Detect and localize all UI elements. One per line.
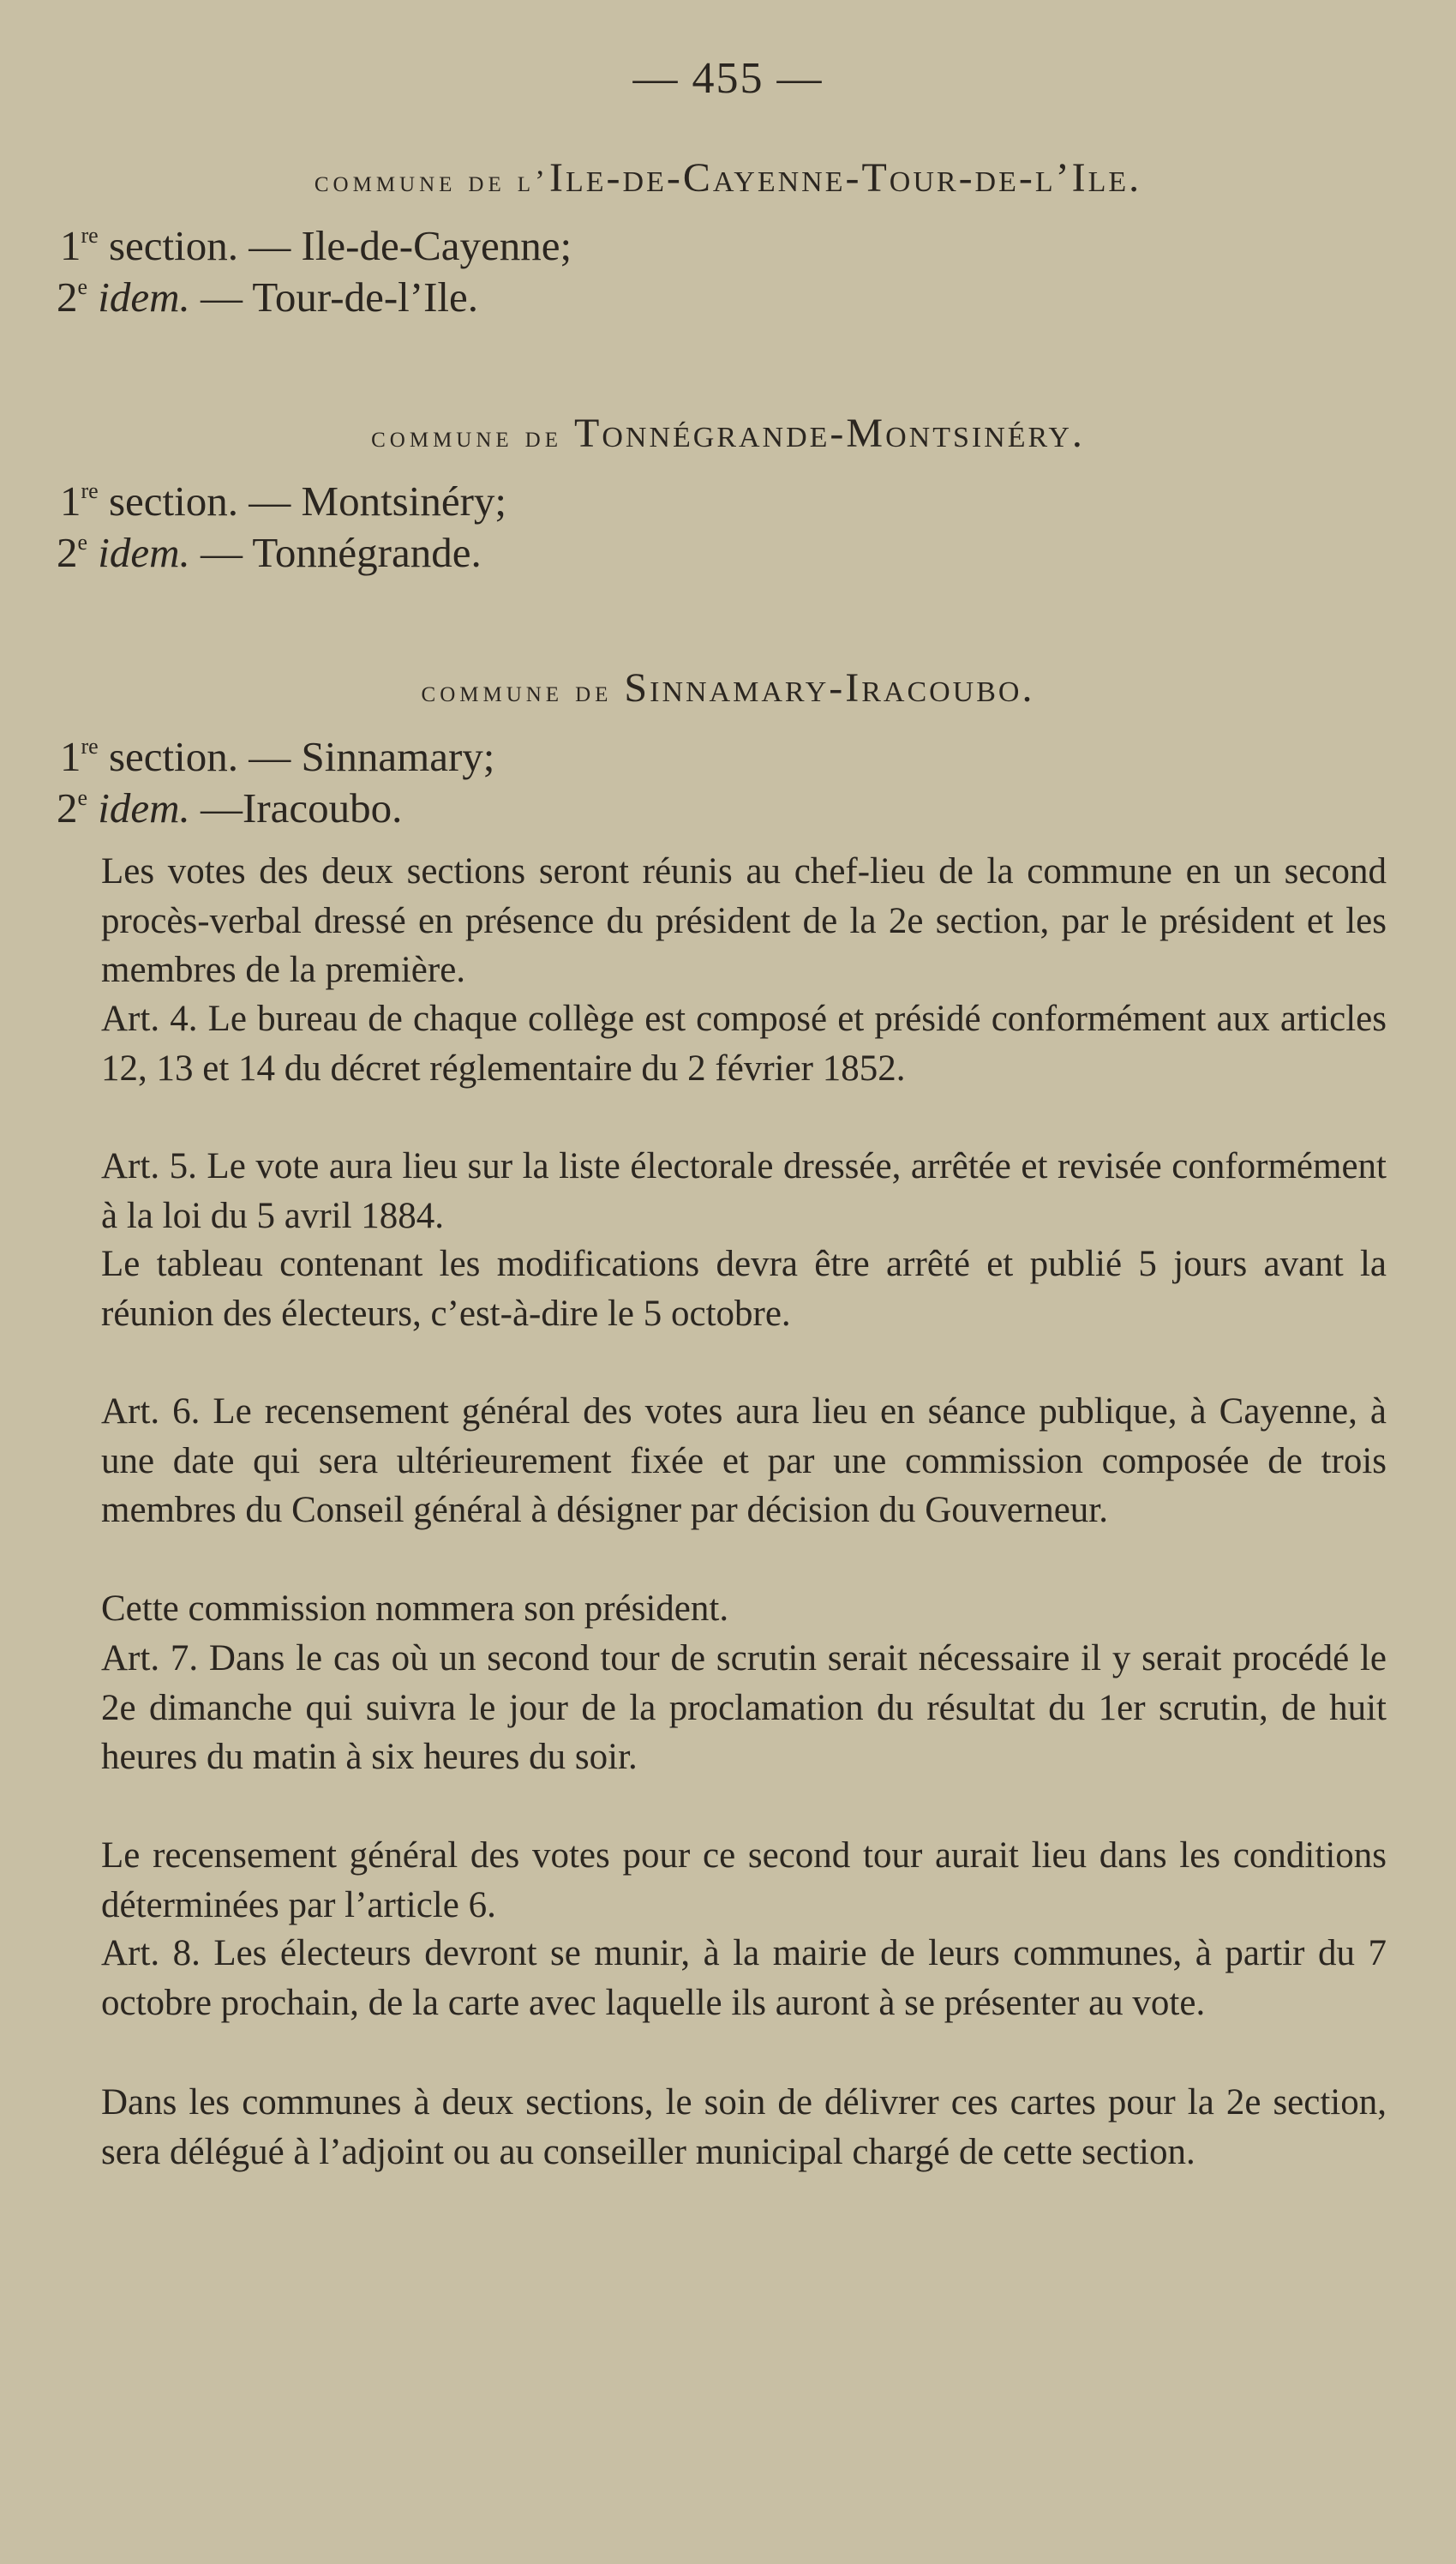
heading-prefix: commune de (371, 419, 575, 453)
paragraph-art-6: Art. 6. Le recensement général des votes aura lieu en séance publique, à Cayenne, à une date qui sera ultérieurement fixée et par une commission composée de trois membres du Conseil général à désigner par décision du Gouverneur. (101, 1391, 1387, 1530)
paragraph-art-8: Art. 8. Les électeurs devront se munir, à la mairie de leurs communes, à partir du 7 octobre prochain, de la carte avec laquelle ils auront à se présenter au vote. (101, 1933, 1387, 2023)
heading-prefix: commune de (421, 674, 625, 708)
paragraph-art-5: Art. 5. Le vote aura lieu sur la liste électorale dressée, arrêtée et revisée conformément à la loi du 5 avril 1884. (101, 1146, 1387, 1236)
heading-name: Ile-de-Cayenne-Tour-de-l’Ile. (549, 155, 1142, 201)
paragraph: Le recensement général des votes pour ce second tour aurait lieu dans les conditions déterminées par l’article 6. (101, 1835, 1387, 1925)
section-line: 2e idem. — Tour-de-l’Ile. (57, 273, 479, 321)
paragraph-art-4: Art. 4. Le bureau de chaque collège est composé et présidé conformément aux articles 12, 13 et 14 du décret réglementaire du 2 février 1852. (101, 999, 1387, 1089)
section-line: 1re section. — Montsinéry; (60, 477, 507, 525)
section-line: 2e idem. — Tonnégrande. (57, 529, 482, 576)
heading-name: Tonnégrande-Montsinéry. (574, 411, 1085, 456)
paragraph: Dans les communes à deux sections, le soin de délivrer ces cartes pour la 2e section, sera délégué à l’adjoint ou au conseiller municipal chargé de cette section. (101, 2082, 1387, 2172)
paragraph-art-7: Art. 7. Dans le cas où un second tour de scrutin serait nécessaire il y serait procédé le 2e dimanche qui suivra le jour de la proclamation du résultat du 1er scrutin, de huit heures du matin à six heures du soir. (101, 1638, 1387, 1777)
section-line: 1re section. — Sinnamary; (60, 733, 495, 780)
heading-prefix: commune de l’ (314, 164, 550, 198)
section-line: 1re section. — Ile-de-Cayenne; (60, 222, 572, 269)
paragraph: Le tableau contenant les modifications devra être arrêté et publié 5 jours avant la réunion des électeurs, c’est-à-dire le 5 octobre. (101, 1244, 1387, 1334)
paragraph: Cette commission nommera son président. (101, 1588, 729, 1629)
commune-heading-tonnegrande (0, 410, 1456, 457)
page-number: — 455 — (632, 54, 824, 103)
commune-heading-cayenne (0, 154, 1456, 201)
paragraph: Les votes des deux sections seront réunis au chef-lieu de la commune en un second procès-verbal dressé en présence du président de la 2e section, par le président et les membres de la première. (101, 851, 1387, 990)
section-line: 2e idem. —Iracoubo. (57, 784, 403, 832)
heading-name: Sinnamary-Iracoubo. (624, 665, 1035, 711)
commune-heading-sinnamary (0, 664, 1456, 712)
